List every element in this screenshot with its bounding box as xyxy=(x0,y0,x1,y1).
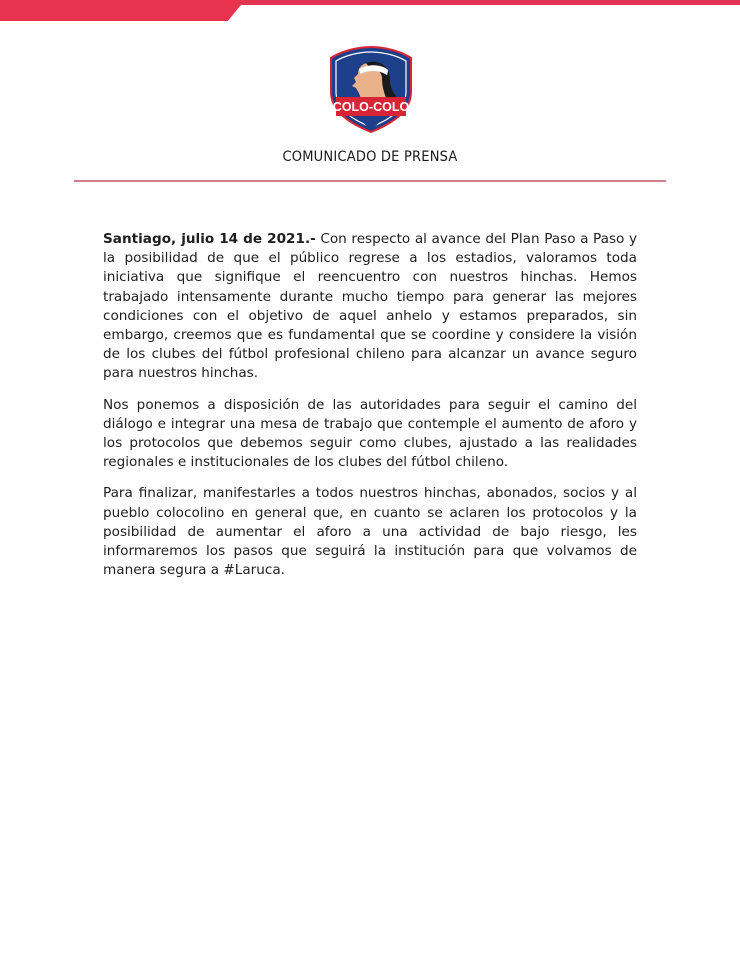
dateline: Santiago, julio 14 de 2021.- xyxy=(103,231,316,247)
paragraph-2: Nos ponemos a disposición de las autoridades para seguir el camino del diálogo e integrar una mesa de trabajo que contemple el aumento de aforo y los protocolos que debemos seguir como clubes, ajustado a las realidades regionales e institucionales de los clubes del fútbol chileno. xyxy=(103,396,637,471)
paragraph-1-text: Con respecto al avance del Plan Paso a Paso y la posibilidad de que el público regrese a los estadios, valoramos toda iniciativa que signifique el reencuentro con nuestros hinchas. Hemos trabajado intensamente durante mucho tiempo para generar las mejores condiciones con el objetivo de aquel anhelo y estamos preparados, sin embargo, creemos que es fundamental que se coordine y considere la visión de los clubes del fútbol profesional chileno para alcanzar un avance seguro para nuestros hinchas. xyxy=(103,231,638,382)
paragraph-1 xyxy=(103,230,637,384)
title-divider xyxy=(74,180,666,182)
page-title: COMUNICADO DE PRENSA xyxy=(282,149,458,165)
colo-colo-crest-icon xyxy=(326,44,416,134)
top-accent-block xyxy=(0,0,245,21)
paragraph-3: Para finalizar, manifestarles a todos nuestros hinchas, abonados, socios y al pueblo colocolino en general que, en cuanto se aclaren los protocolos y la posibilidad de aumentar el aforo a una actividad de bajo riesgo, les informaremos los pasos que seguirá la institución para que volvamos de manera segura a #Laruca. xyxy=(103,485,637,579)
press-release-body xyxy=(103,230,637,592)
svg-text:COLO-COLO: COLO-COLO xyxy=(332,100,410,114)
